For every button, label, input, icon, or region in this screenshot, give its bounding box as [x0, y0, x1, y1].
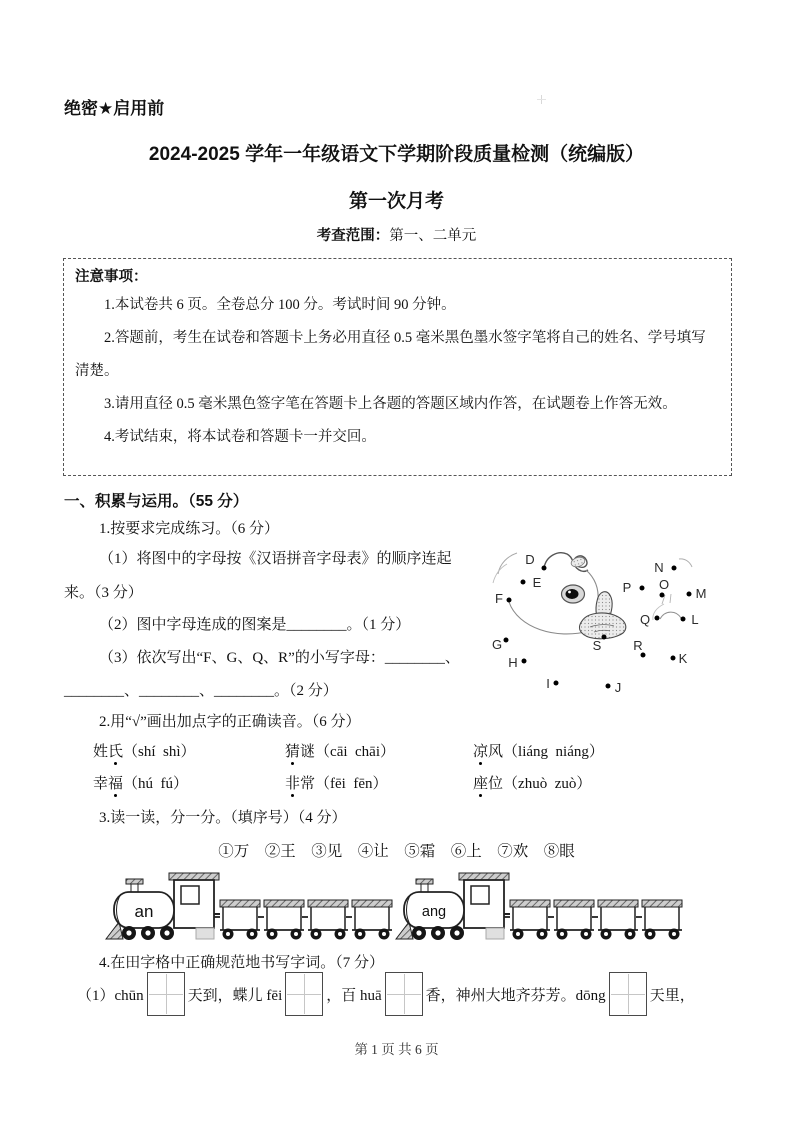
notice-box [63, 258, 732, 476]
figure-letter-i: I [546, 676, 550, 691]
q2-word-char-dotted: 非 [285, 772, 300, 793]
notice-item-2: 2.答题前，考生在试卷和答题卡上务必用直径 0.5 毫米黑色墨水签字笔将自己的姓名、学号填写清楚。 [75, 330, 706, 380]
exam-scope-line [0, 224, 793, 245]
tianzige-grid [385, 972, 423, 1016]
notice-item-4: 4.考试结束，将本试卷和答题卡一并交回。 [104, 429, 376, 446]
duck-head-top-curve [586, 570, 598, 601]
duck-eye-highlight [568, 591, 571, 594]
duck-head-bottom-curve [509, 602, 589, 634]
figure-letter-f: F [495, 591, 503, 606]
figure-letter-e: E [532, 575, 542, 590]
duck-right-arc-n [679, 559, 692, 567]
figure-letter-q: Q [639, 612, 651, 627]
q4-text-segment: 香，神州大地齐芬芳。dōng [425, 987, 606, 1004]
q2-word-char-dotted: 猜 [285, 740, 300, 761]
q4-stem: 4.在田字格中正确规范地书写字词。（7 分） [99, 955, 385, 971]
q2-word-char: 常 [300, 776, 316, 792]
q2-word-feichang [285, 772, 388, 793]
q1-part1-line1: （1）将图中的字母按《汉语拼音字母表》的顺序连起 [99, 551, 452, 567]
figure-letter-n: N [654, 560, 664, 575]
figure-letter-l: L [691, 612, 699, 627]
q1-part3-line1: （3）依次写出“F、G、Q、R”的小写字母：________、 [99, 650, 460, 666]
scan-artifact-mark [537, 95, 546, 104]
q2-word-char: 幸 [93, 776, 109, 792]
duck-left-arc-1 [498, 553, 517, 574]
q2-word-pinyin: （liáng niáng） [503, 744, 604, 760]
tianzige-grid [147, 972, 185, 1016]
q2-word-char-dotted: 座 [473, 772, 488, 793]
train-sorting-illustration [97, 864, 701, 946]
q2-word-liangfeng [473, 740, 604, 761]
figure-letter-p: P [622, 580, 632, 595]
q1-stem: 1.按要求完成练习。（6 分） [99, 521, 280, 537]
figure-letter-m: M [695, 586, 707, 601]
notice-item-1: 1.本试卷共 6 页。全卷总分 100 分。考试时间 90 分钟。 [104, 297, 456, 314]
q2-word-char-dotted: 福 [108, 772, 123, 793]
q4-text-segment: 天里， [649, 987, 695, 1004]
tianzige-grid [285, 972, 323, 1016]
q1-part2: （2）图中字母连成的图案是________。（1 分） [99, 617, 411, 633]
q2-word-pinyin: （zhuò zuò） [503, 776, 592, 792]
exam-title: 2024-2025 学年一年级语文下学期阶段质量检测（统编版） [148, 144, 645, 165]
q2-word-char: 位 [488, 776, 504, 792]
q2-word-xingfu [93, 772, 188, 793]
train-ang [396, 873, 682, 940]
q2-word-pinyin: （shí shì） [123, 744, 196, 760]
q2-word-pinyin: （fēi fēn） [315, 776, 388, 792]
train-an [106, 873, 392, 940]
figure-letter-k: K [678, 651, 688, 666]
figure-letter-o: O [658, 577, 670, 592]
q3-stem: 3.读一读，分一分。（填序号）（4 分） [99, 810, 347, 826]
secrecy-label: 绝密★启用前 [64, 99, 165, 118]
q2-word-char: 风 [488, 744, 504, 760]
notice-item-3: 3.请用直径 0.5 毫米黑色签字笔在答题卡上各题的答题区域内作答，在试题卷上作答无效。 [104, 396, 677, 413]
duck-eye-pupil [566, 589, 579, 599]
q1-part3-line2: ________、________、________。（2 分） [64, 683, 338, 699]
q2-word-pinyin: （cāi chāi） [315, 744, 395, 760]
q1-part1-line2: 来。（3 分） [64, 585, 143, 601]
train-an-label: an [134, 902, 154, 921]
page-number-footer: 第 1 页 共 6 页 [354, 1042, 439, 1057]
q2-word-char: 姓 [93, 744, 109, 760]
q2-word-char: 谜 [300, 744, 316, 760]
figure-letter-r: R [633, 638, 643, 653]
q2-word-pinyin: （hú fú） [123, 776, 189, 792]
train-ang-label: ang [421, 904, 447, 920]
figure-letter-d: D [525, 552, 535, 567]
q4-text-segment: （1）chūn [77, 987, 144, 1004]
q4-text-segment: ，百 huā [326, 987, 382, 1004]
section1-title: 一、积累与运用。（55 分） [64, 493, 249, 510]
tianzige-grid [609, 972, 647, 1016]
connect-dots-duck-figure [486, 528, 744, 706]
q2-word-xingshi [93, 740, 196, 761]
scope-label: 考查范围： [316, 228, 390, 244]
q4-writing-line [77, 972, 695, 1016]
q2-word-zuowei [473, 772, 591, 793]
q2-word-caimi [285, 740, 395, 761]
notice-heading: 注意事项： [75, 269, 148, 285]
figure-letter-h: H [508, 655, 518, 670]
figure-letter-g: G [491, 637, 503, 652]
q2-stem: 2.用“√”画出加点字的正确读音。（6 分） [99, 714, 361, 730]
exam-subtitle: 第一次月考 [348, 191, 444, 212]
q3-options: ①万 ②王 ③见 ④让 ⑤霜 ⑥上 ⑦欢 ⑧眼 [218, 843, 575, 860]
figure-letter-j: J [614, 680, 622, 695]
q4-text-segment: 天到，蝶儿 fēi [187, 987, 283, 1004]
q2-word-char-dotted: 氏 [108, 740, 123, 761]
q2-word-char-dotted: 凉 [473, 740, 488, 761]
scope-value: 第一、二单元 [389, 228, 477, 244]
figure-letter-s: S [592, 638, 602, 653]
duck-right-bump [660, 612, 681, 619]
